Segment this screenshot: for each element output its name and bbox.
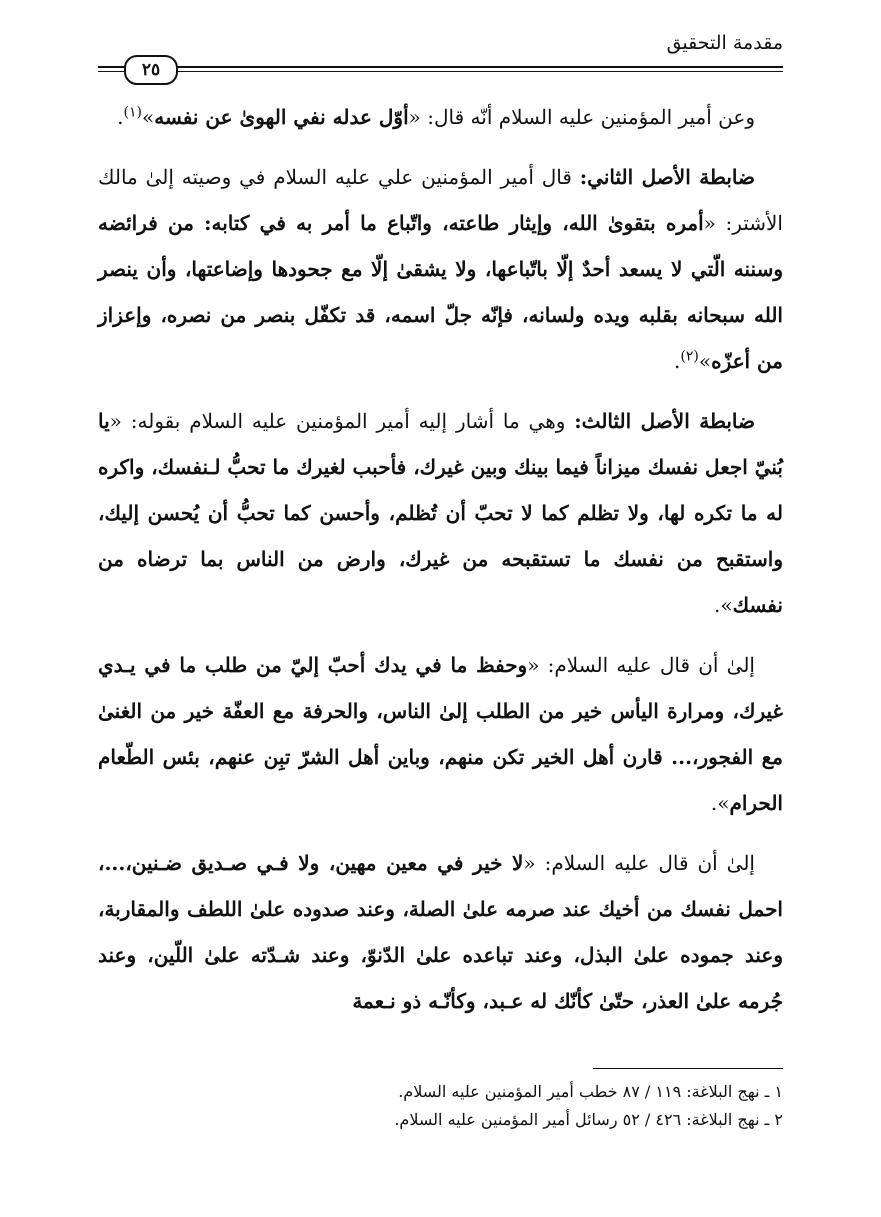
paragraph-end: . (714, 593, 721, 617)
quoted-text: وحفظ ما في يدك أحبّ إليّ من طلب ما في يـدي غيرك، ومرارة اليأس خير من الطلب إلىٰ الناس، والحرفة مع العفّة خير من الغنىٰ مع الفجور،... قارن أهل الخير تكن منهم، وباين أهل الشرّ تبِن عنهم، بئس الطّعام الحرام (98, 653, 783, 815)
quoted-text: يا بُنيّ اجعل نفسك ميزاناً فيما بينك وبين غيرك، فأحبب لغيرك ما تحبُّ لـنفسك، واكره له ما تكره لها، ولا تظلم كما لا تحبّ أن تُظلم، وأحسن كما تحبُّ أن يُحسن إليك، واستقبح من نفسك ما تستقبحه من غيرك، وارض من الناس بما ترضاه من نفسك (98, 409, 783, 617)
paragraph-4 (98, 642, 783, 826)
paragraph-lead: إلىٰ أن قال عليه السلام: « (523, 851, 755, 875)
section-heading: ضابطة الأصل الثاني: (579, 165, 755, 189)
paragraph-end: . (710, 791, 718, 815)
quote-close: » (717, 791, 730, 815)
quote-close: » (141, 105, 155, 129)
quote-close: » (720, 593, 733, 617)
paragraph-lead: قال أمير المؤمنين علي عليه السلام في وصيته إلىٰ مالك الأشتر: « (98, 165, 783, 235)
paragraph-end: . (674, 349, 681, 373)
paragraph-lead: وهي ما أشار إليه أمير المؤمنين عليه السلام بقوله: « (109, 409, 575, 433)
paragraph-2 (98, 154, 783, 384)
paragraph-lead: إلىٰ أن قال عليه السلام: « (527, 653, 755, 677)
quoted-text: لا خير في معين مهين، ولا فـي صـديق ضـنين،...، احمل نفسك من أخيك عند صرمه علىٰ الصلة، وعند صدوده علىٰ اللطف والمقاربة، وعند جموده علىٰ البذل، وعند تباعده علىٰ الدّنوّ، وعند شـدّته علىٰ اللّين، وعند جُرمه علىٰ العذر، حتّىٰ كأنّك له عـبد، وكأنّـه ذو نـعمة (98, 851, 783, 1013)
footnotes (98, 1078, 783, 1134)
header-rule (98, 66, 783, 72)
paragraph-lead: وعن أمير المؤمنين عليه السلام أنّه قال: « (408, 105, 755, 129)
quoted-text: أوّل عدله نفي الهوىٰ عن نفسه (154, 105, 409, 129)
quote-close: » (698, 349, 712, 373)
main-text (98, 94, 783, 1038)
footnote-2: ٢ ـ نهج البلاغة: ٤٢٦ / ٥٢ رسائل أمير المؤمنين عليه السلام. (394, 1110, 783, 1129)
paragraph-end: . (117, 105, 124, 129)
footnote-ref[interactable]: (٢) (680, 348, 699, 365)
paragraph-5 (98, 840, 783, 1024)
footnote-1: ١ ـ نهج البلاغة: ١١٩ / ٨٧ خطب أمير المؤمنين عليه السلام. (398, 1082, 783, 1101)
paragraph-3 (98, 398, 783, 628)
footnote-ref[interactable]: (١) (123, 104, 142, 121)
paragraph-1 (98, 94, 783, 140)
footnote-separator (593, 1068, 783, 1069)
running-title: مقدمة التحقيق (666, 32, 783, 54)
section-heading: ضابطة الأصل الثالث: (574, 409, 755, 433)
quoted-text: أمره بتقوىٰ الله، وإيثار طاعته، واتّباع ما أمر به في كتابه: من فرائضه وسننه الّتي لا يسعد أحدٌ إلّا باتّباعها، ولا يشقىٰ إلّا مع جحودها وإضاعتها، وأن ينصر الله سبحانه بقلبه ويده ولسانه، فإنّه جلّ اسمه، قد تكفّل بنصر من نصره، وإعزاز من أعزّه (98, 211, 783, 373)
page-number: ٢٥ (124, 55, 178, 85)
